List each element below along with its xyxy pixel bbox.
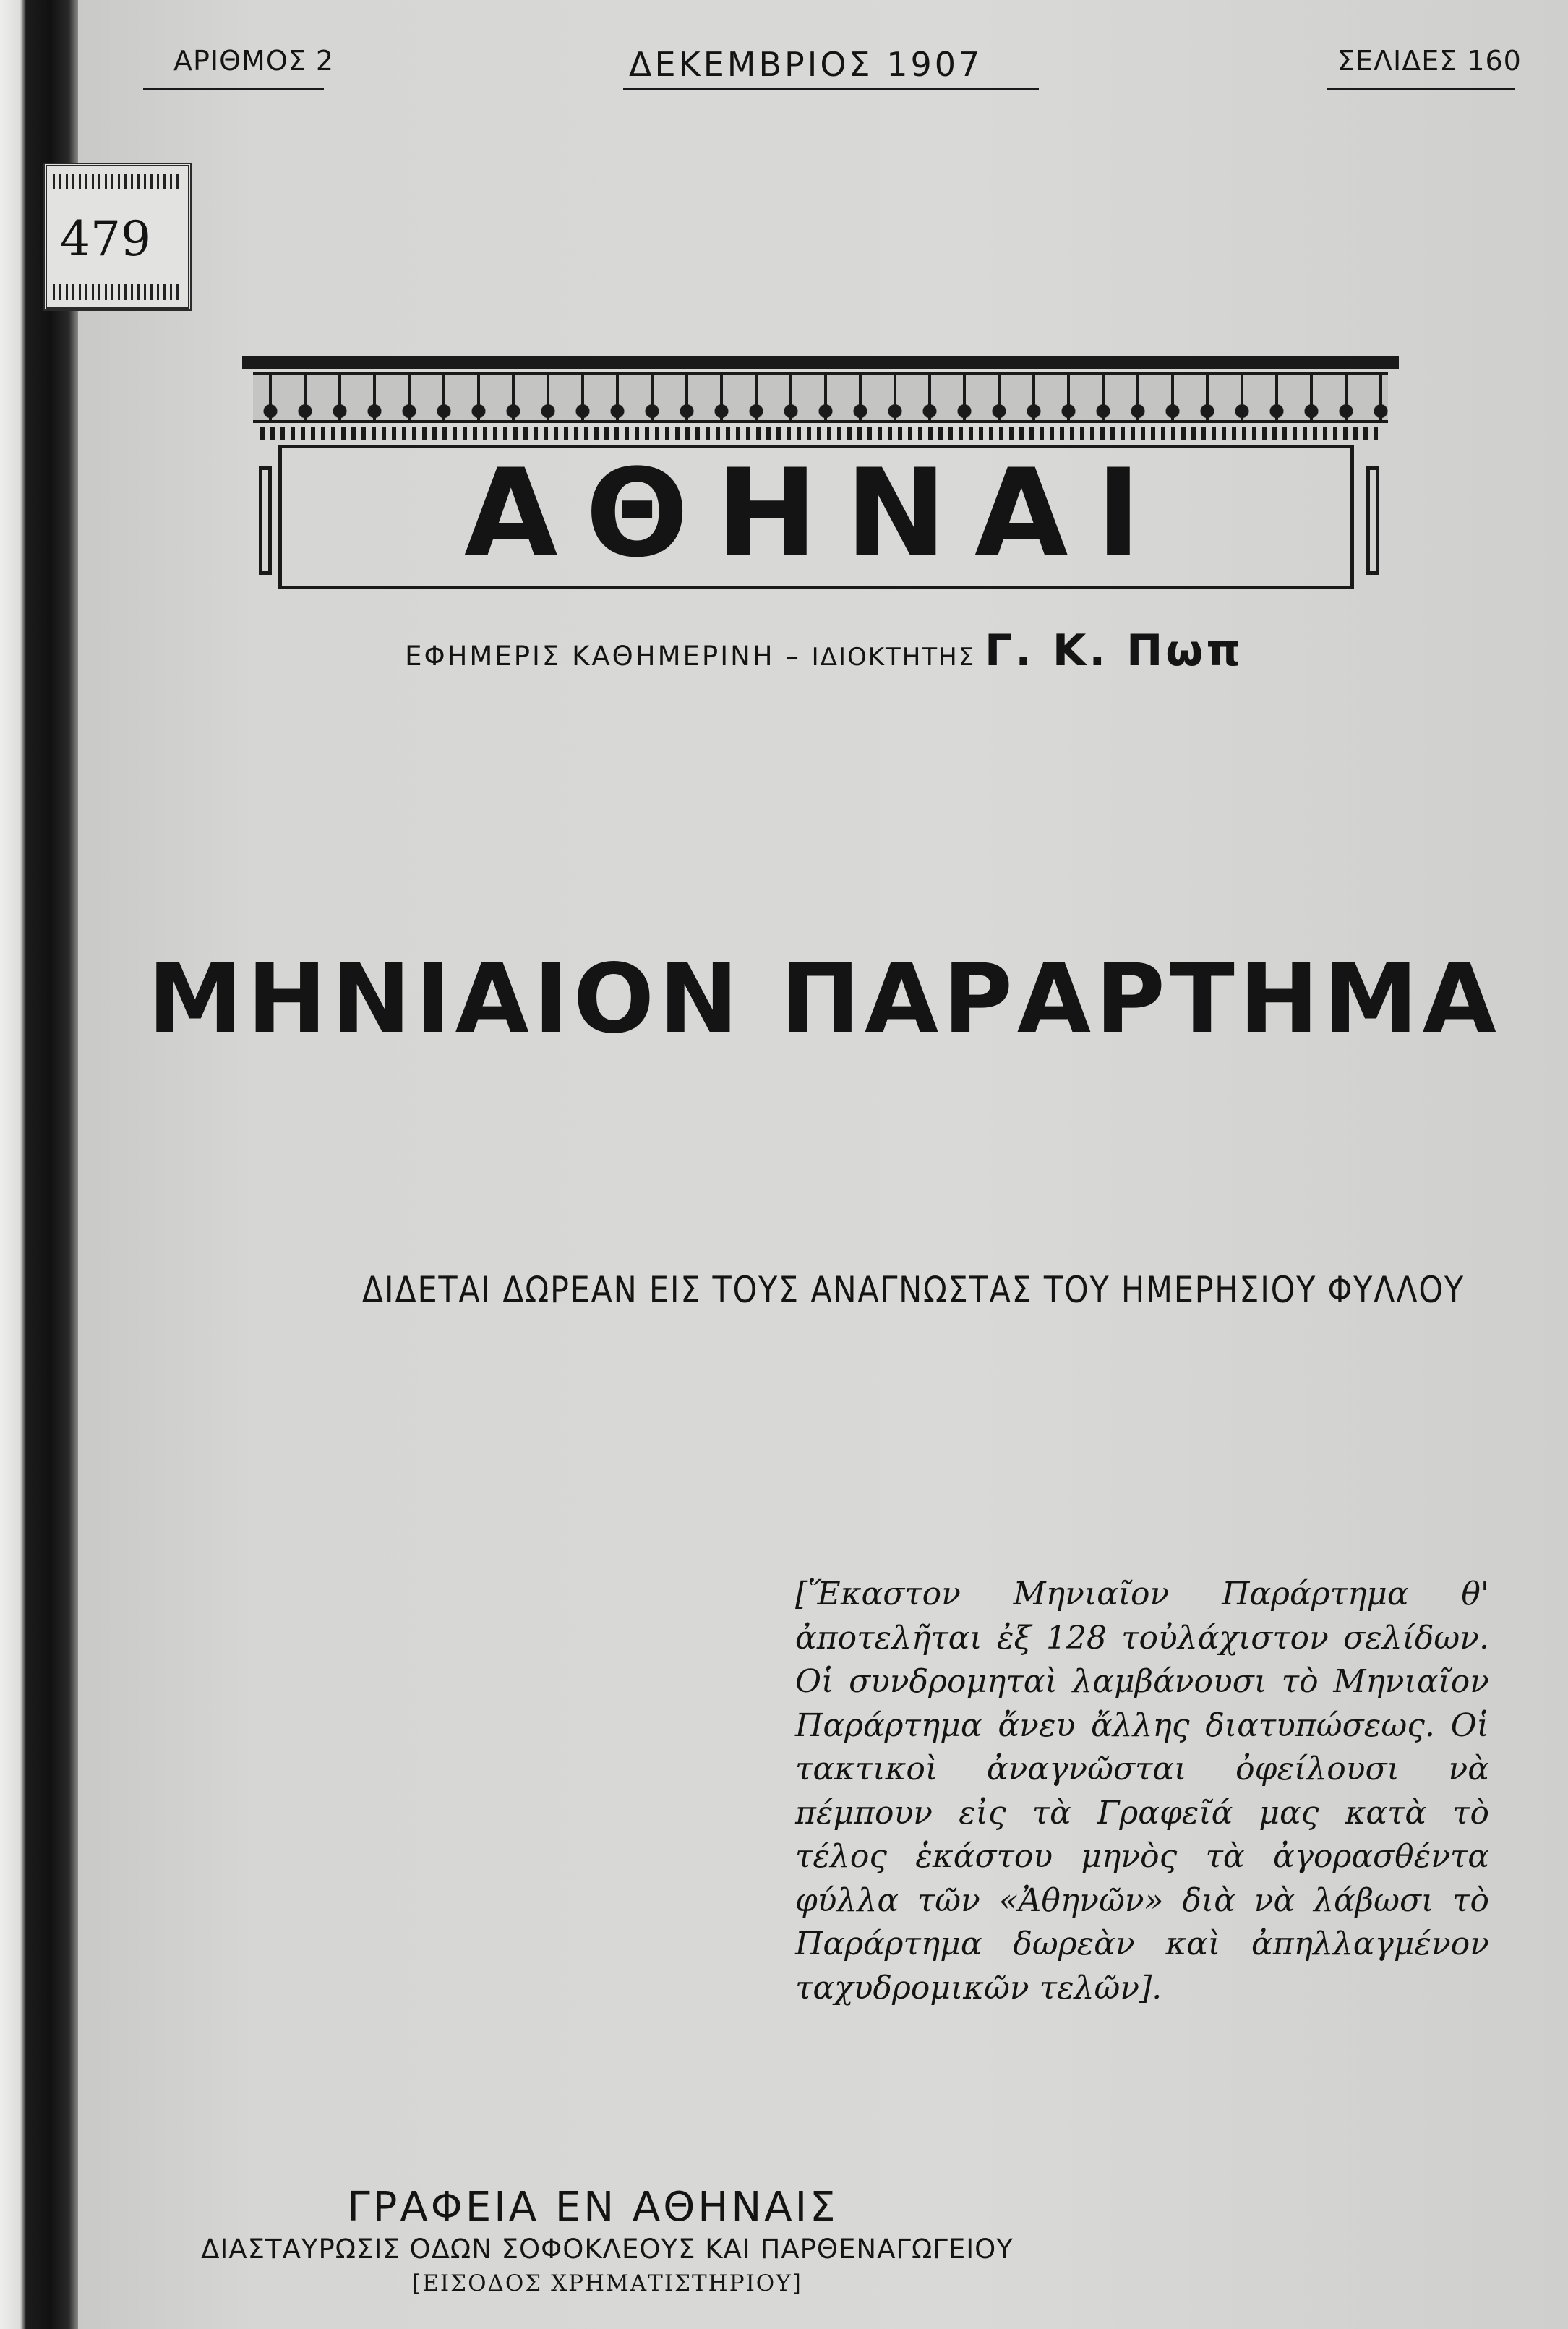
page-count: ΣΕΛΙΔΕΣ 160: [1337, 45, 1522, 77]
masthead-frame-left: [259, 466, 272, 575]
offices-heading: ΓΡΑΦΕΙΑ ΕΝ ΑΘΗΝΑΙΣ: [347, 2184, 839, 2231]
issue-number: ΑΡΙΘΜΟΣ 2: [173, 45, 334, 77]
masthead-cornice: [242, 356, 1399, 369]
free-distribution-notice: ΔΙΔΕΤΑΙ ΔΩΡΕΑΝ ΕΙΣ ΤΟΥΣ ΑΝΑΓΝΩΣΤΑΣ ΤΟΥ ΗΜΕΡΗΣΙΟΥ ΦΥΛΛΟΥ: [361, 1269, 1465, 1311]
supplement-title: ΜΗΝΙΑΙΟΝ ΠΑΡΑΡΤΗΜΑ: [147, 944, 1501, 1055]
offices-street: ΔΙΑΣΤΑΥΡΩΣΙΣ ΟΔΩΝ ΣΟΦΟΚΛΕΟΥΣ ΚΑΙ ΠΑΡΘΕΝΑΓΩΓΕΙΟΥ: [201, 2234, 1014, 2265]
header-rule-right: [1327, 88, 1515, 90]
separator: –: [774, 641, 812, 672]
masthead-frame-right: [1366, 466, 1379, 575]
stamp-number: 479: [60, 211, 151, 267]
stamp-ornament-bottom: [53, 284, 182, 300]
masthead-subtitle: [260, 625, 1388, 676]
masthead-ornament: [253, 372, 1388, 423]
offices-entrance: [ΕΙΣΟΔΟΣ ΧΡΗΜΑΤΙΣΤΗΡΙΟΥ]: [412, 2270, 802, 2296]
header-rule-left: [143, 88, 324, 90]
owner-name: Γ. Κ. Πωπ: [985, 625, 1243, 676]
library-stamp: [43, 163, 192, 311]
book-binding: [0, 0, 78, 2329]
subscription-note: [Ἕκαστον Μηνιαῖον Παράρτημα θ' ἀποτελῆται ἐξ 128 τοὐλάχιστον σελίδων. Οἱ συνδρομηταὶ λαμβάνουσι τὸ Μηνιαῖον Παράρτημα ἄνευ ἄλλης διατυπώσεως. Οἱ τακτικοὶ ἀναγνῶσται ὀφείλουσι νὰ πέμπουν εἰς τὰ Γραφεῖά μας κατὰ τὸ τέλος ἑκάστου μηνὸς τὰ ἀγορασθέντα φύλλα τῶν «Ἀθηνῶν» διὰ νὰ λάβωσι τὸ Παράρτημα δωρεὰν καὶ ἀπηλλαγμένον ταχυδρομικῶν τελῶν].: [795, 1576, 1489, 2007]
newspaper-tagline: ΕΦΗΜΕΡΙΣ ΚΑΘΗΜΕΡΙΝΗ: [405, 641, 775, 672]
masthead-title: ΑΘΗΝΑΙ: [463, 443, 1169, 584]
owner-label: ΙΔΙΟΚΤΗΤΗΣ: [811, 643, 985, 672]
offices-address: [116, 2184, 1099, 2296]
issue-date: ΔΕΚΕΜΒΡΙΟΣ 1907: [629, 45, 983, 84]
header-rule-center: [623, 88, 1039, 90]
stamp-ornament-top: [53, 174, 182, 189]
masthead-dentils: [260, 427, 1381, 440]
